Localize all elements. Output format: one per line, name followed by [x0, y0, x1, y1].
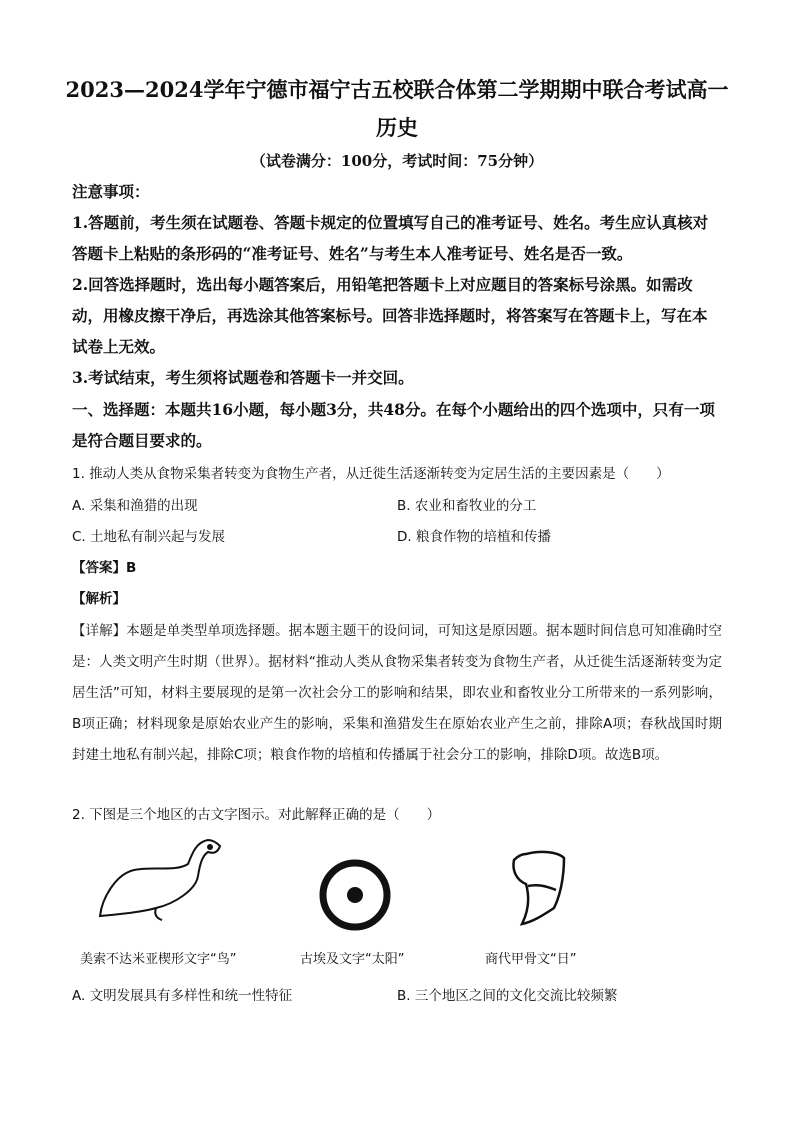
exam-title: 2023—2024学年宁德市福宁古五校联合体第二学期期中联合考试高一: [65, 77, 729, 102]
answer-tag: 【答案】B: [72, 560, 137, 576]
question-2-stem: 2. 下图是三个地区的古文字图示。对此解释正确的是（ ）: [72, 807, 441, 823]
score-info: （试卷满分：100分，考试时间：75分钟）: [250, 152, 544, 170]
oracle-ri-figure: [504, 846, 570, 928]
note-item-1: 1.答题前，考生须在试题卷、答题卡规定的位置填写自己的准考证号、姓名。考生应认真核对答题卡上粘贴的条形码的“准考证号、姓名”与考生本人准考证号、姓名是否一致。: [72, 213, 709, 263]
q1-option-b: B. 农业和畜牧业的分工: [397, 498, 537, 514]
caption-ri: 商代甲骨文“日”: [485, 952, 577, 967]
q1-option-c: C. 土地私有制兴起与发展: [72, 529, 226, 545]
notes-heading: 注意事项：: [72, 182, 150, 201]
question-1-stem: 1. 推动人类从食物采集者转变为食物生产者，从迁徙生活逐渐转变为定居生活的主要因素是（ ）: [72, 466, 670, 482]
q1-option-a: A. 采集和渔猎的出现: [72, 498, 198, 514]
cuneiform-bird-figure: [96, 832, 226, 924]
note-item-3: 3.考试结束，考生须将试题卷和答题卡一并交回。: [72, 368, 414, 387]
analysis-detail: 【详解】本题是单类型单项选择题。据本题主题干的设问词，可知这是原因题。据本题时间信息可知准确时空是：人类文明产生时期（世界）。据材料“推动人类从食物采集者转变为食物生产者，从迁徙生活逐渐转变为定居生活”可知，材料主要展现的是第一次社会分工的影响和结果，即农业和畜牧业分工所带来的一系列影响，B项正确；材料现象是原始农业产生的影响，采集和渔猎发生在原始农业产生之前，排除A项；春秋战国时期封建土地私有制兴起，排除C项；粮食作物的培植和传播属于社会分工的影响，排除D项。故选B项。: [72, 623, 722, 763]
note-item-2: 2.回答选择题时，选出每小题答案后，用铅笔把答题卡上对应题目的答案标号涂黑。如需改动，用橡皮擦干净后，再选涂其他答案标号。回答非选择题时，将答案写在答题卡上，写在本试卷上无效。: [72, 275, 708, 356]
caption-bird: 美索不达米亚楔形文字“鸟”: [80, 952, 237, 967]
notes-list: [72, 207, 722, 393]
section-heading-text: 一、选择题：本题共16小题，每小题3分，共48分。在每个小题给出的四个选项中，只有一项是符合题目要求的。: [72, 400, 715, 450]
q1-option-d: D. 粮食作物的培植和传播: [397, 529, 551, 545]
q2-option-a: A. 文明发展具有多样性和统一性特征: [72, 988, 293, 1004]
analysis-tag: 【解析】: [72, 591, 126, 607]
q2-option-b: B. 三个地区之间的文化交流比较频繁: [397, 988, 618, 1004]
section-heading: [72, 394, 722, 456]
egyptian-sun-figure: [314, 854, 396, 936]
caption-sun: 古埃及文字“太阳”: [300, 952, 405, 967]
exam-subject: 历史: [376, 115, 418, 140]
